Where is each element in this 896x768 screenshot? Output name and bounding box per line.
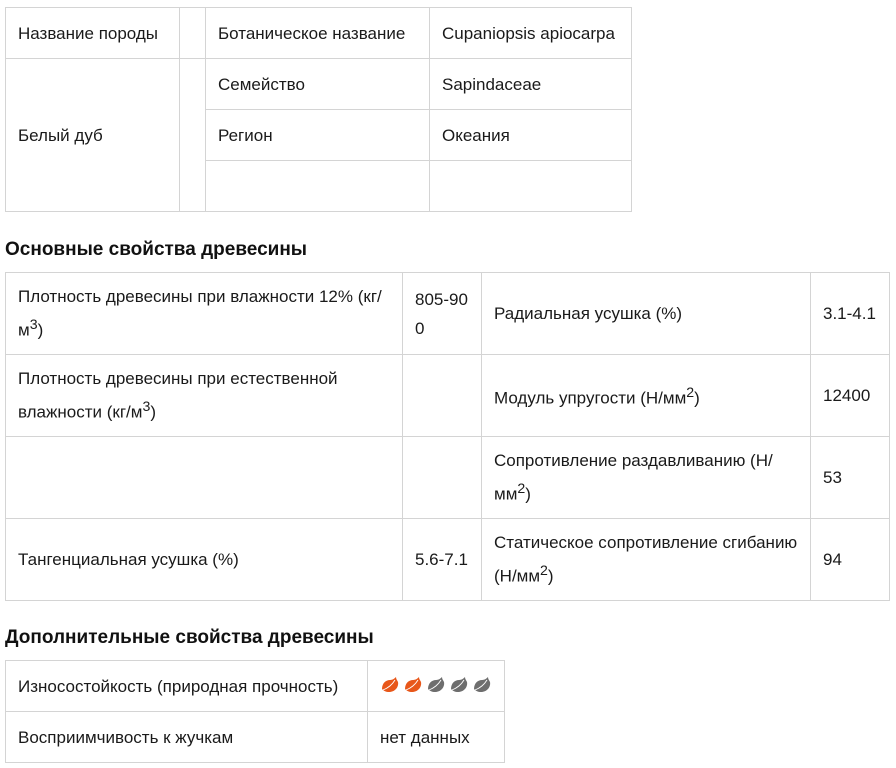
beetle-susceptibility-value: нет данных (368, 712, 505, 763)
bending-resistance-value: 94 (811, 519, 890, 601)
radial-shrinkage-value: 3.1-4.1 (811, 273, 890, 355)
region-value: Океания (430, 110, 632, 161)
leaf-icon-empty (449, 676, 469, 696)
botanical-name-label: Ботаническое название (206, 8, 430, 59)
bending-resistance-label: Статическое сопротивление сгибанию $(Н/мм^2)$ (482, 519, 811, 601)
empty-value-cell (430, 161, 632, 212)
tangential-shrinkage-label: Тангенциальная усушка (%) (6, 519, 403, 601)
species-info-table (5, 7, 632, 212)
species-name-label: Название породы (6, 8, 180, 59)
durability-label: Износостойкость (природная прочность) (6, 661, 368, 712)
radial-shrinkage-label: Радиальная усушка (%) (482, 273, 811, 355)
main-properties-heading: Основные свойства древесины (5, 239, 308, 260)
elasticity-modulus-label: Модуль упругости $(Н/мм^2)$ (482, 355, 811, 437)
botanical-name-value: Cupaniopsis apiocarpa (430, 8, 632, 59)
density-12-label: Плотность древесины при влажности 12% $(кг/м^3)$ (6, 273, 403, 355)
crush-resistance-label: Сопротивление раздавливанию $(Н/мм^2)$ (482, 437, 811, 519)
empty-label-cell (6, 437, 403, 519)
spacer-cell (180, 8, 206, 59)
beetle-susceptibility-label: Восприимчивость к жучкам (6, 712, 368, 763)
tangential-shrinkage-value: 5.6-7.1 (403, 519, 482, 601)
main-properties-table (5, 272, 890, 601)
extra-properties-heading: Дополнительные свойства древесины (5, 627, 374, 648)
empty-label-cell (206, 161, 430, 212)
leaf-icon-filled (403, 676, 423, 696)
family-value: Sapindaceae (430, 59, 632, 110)
species-name-value: Белый дуб (6, 59, 180, 212)
leaf-icon-empty (426, 676, 446, 696)
empty-value-cell (403, 437, 482, 519)
spacer-cell (180, 59, 206, 212)
density-natural-label: Плотность древесины при естественной влажности $(кг/м^3)$ (6, 355, 403, 437)
crush-resistance-value: 53 (811, 437, 890, 519)
extra-properties-table (5, 660, 505, 763)
leaf-rating (380, 676, 492, 696)
density-natural-value (403, 355, 482, 437)
leaf-icon-empty (472, 676, 492, 696)
family-label: Семейство (206, 59, 430, 110)
elasticity-modulus-value: 12400 (811, 355, 890, 437)
region-label: Регион (206, 110, 430, 161)
leaf-icon-filled (380, 676, 400, 696)
durability-rating (368, 661, 505, 712)
density-12-value: 805-900 (403, 273, 482, 355)
